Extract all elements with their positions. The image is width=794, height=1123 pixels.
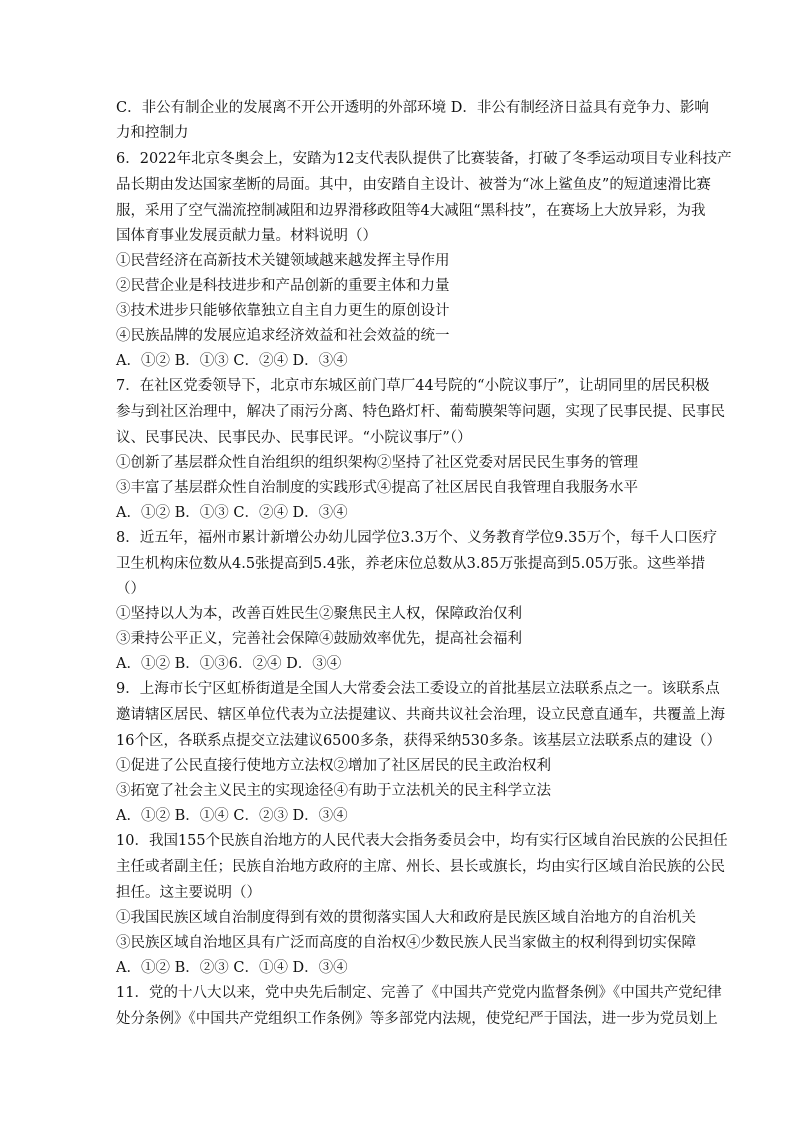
text-line: ①民营经济在高新技术关键领域越来越发挥主导作用 [116, 253, 450, 269]
text-line: 10．我国155个民族自治地方的人民代表大会指务委员会中，均有实行区域自治民族的公民担任 [116, 833, 728, 849]
text-line: A．①② B．①③6．②④ D．③④ [116, 656, 342, 672]
text-line: 品长期由发达国家垄断的局面。其中，由安踏自主设计、被誉为“冰上鲨鱼皮”的短道速滑比赛 [116, 177, 711, 193]
text-line: 担任。这主要说明（） [116, 885, 261, 901]
text-line: ③拓宽了社会主义民主的实现途径④有助于立法机关的民主科学立法 [116, 783, 551, 799]
text-line: ①我国民族区域自治制度得到有效的贯彻落实国人大和政府是民族区域自治地方的自治机关 [116, 910, 696, 926]
text-line: 处分条例》《中国共产党组织工作条例》等多部党内法规，使党纪严于国法，进一步为党员划上 [116, 1011, 718, 1027]
text-line: ③民族区域自治地区具有广泛而高度的自治权④少数民族人民当家做主的权利得到切实保障 [116, 935, 696, 951]
text-line: ①坚持以人为本，改善百姓民生②聚焦民主人权，保障政治仅利 [116, 606, 522, 622]
text-line: ④民族品牌的发展应追求经济效益和社会效益的统一 [116, 328, 450, 344]
text-line: 参与到社区治理中，解决了雨污分离、特色路灯杆、葡萄膜架等问题，实现了民事民提、民事民 [116, 404, 725, 420]
text-line: 议、民事民决、民事民办、民事民评。“小院议事厅”（） [116, 430, 472, 446]
text-line: 国体育事业发展贡献力量。材料说明（） [116, 228, 377, 244]
text-line: A．①② B．①④ C．②③ D．③④ [116, 808, 348, 824]
text-line: ③秉持公平正义，完善社会保障④鼓励效率优先，提高社会福利 [116, 631, 522, 647]
text-line: C．非公有制企业的发展离不开公开透明的外部环境 D．非公有制经济日益具有竞争力、影响 [116, 100, 709, 116]
text-line: 8．近五年，福州市累计新增公办幼儿园学位3.3万个、义务教育学位9.35万个，每千人口医疗 [116, 530, 718, 546]
text-line: 服，采用了空气湍流控制减阻和边界滑移政阻等4大减阻“黑科技”，在赛场上大放异彩，为我 [116, 203, 706, 219]
text-line: （） [116, 581, 145, 597]
text-line: A．①② B．②③ C．①④ D．③④ [116, 960, 348, 976]
text-line: 邀请辖区居民、辖区单位代表为立法提建议、共商共议社会治理，设立民意直通车，共覆盖上海 [116, 707, 725, 723]
text-line: 卫生机构床位数从4.5张提高到5.4张，养老床位总数从3.85万张提高到5.05万张。这些举措 [116, 556, 706, 572]
text-line: ①创新了基层群众性自治组织的组织架构②坚持了社区党委对居民民生事务的管理 [116, 455, 638, 471]
text-line: 16个区，各联系点提交立法建议6500多条，获得采纳530多条。该基层立法联系点的建设（） [116, 733, 722, 749]
text-line: 11．党的十八大以来，党中央先后制定、完善了《中国共产党党内监督条例》《中国共产党纪律 [116, 985, 722, 1001]
text-line: ①促进了公民直接行使地方立法权②增加了社区居民的民主政治权利 [116, 758, 551, 774]
text-line: 主任或者副主任；民族自治地方政府的主席、州长、县长或旗长，均由实行区域自治民族的公民 [116, 859, 725, 875]
text-line: 7．在社区党委领导下，北京市东城区前门草厂44号院的“小院议事厅”，让胡同里的居民积极 [116, 378, 710, 394]
text-line: A．①② B．①③ C．②④ D．③④ [116, 353, 348, 369]
text-line: 9．上海市长宁区虹桥街道是全国人大常委会法工委设立的首批基层立法联系点之一。该联系点 [116, 681, 720, 697]
text-line: ②民营企业是科技进步和产品创新的重要主体和力量 [116, 278, 450, 294]
text-line: ③技术进步只能够依靠独立自主自力更生的原创设计 [116, 303, 450, 319]
text-line: 6．2022年北京冬奥会上，安踏为12支代表队提供了比赛装备，打破了冬季运动项目专业科技产 [116, 151, 732, 167]
text-line: ③丰富了基层群众性自治制度的实践形式④提高了社区居民自我管理自我服务水平 [116, 480, 638, 496]
text-line: A．①② B．①③ C．②④ D．③④ [116, 505, 348, 521]
text-line: 力和控制力 [116, 125, 189, 141]
